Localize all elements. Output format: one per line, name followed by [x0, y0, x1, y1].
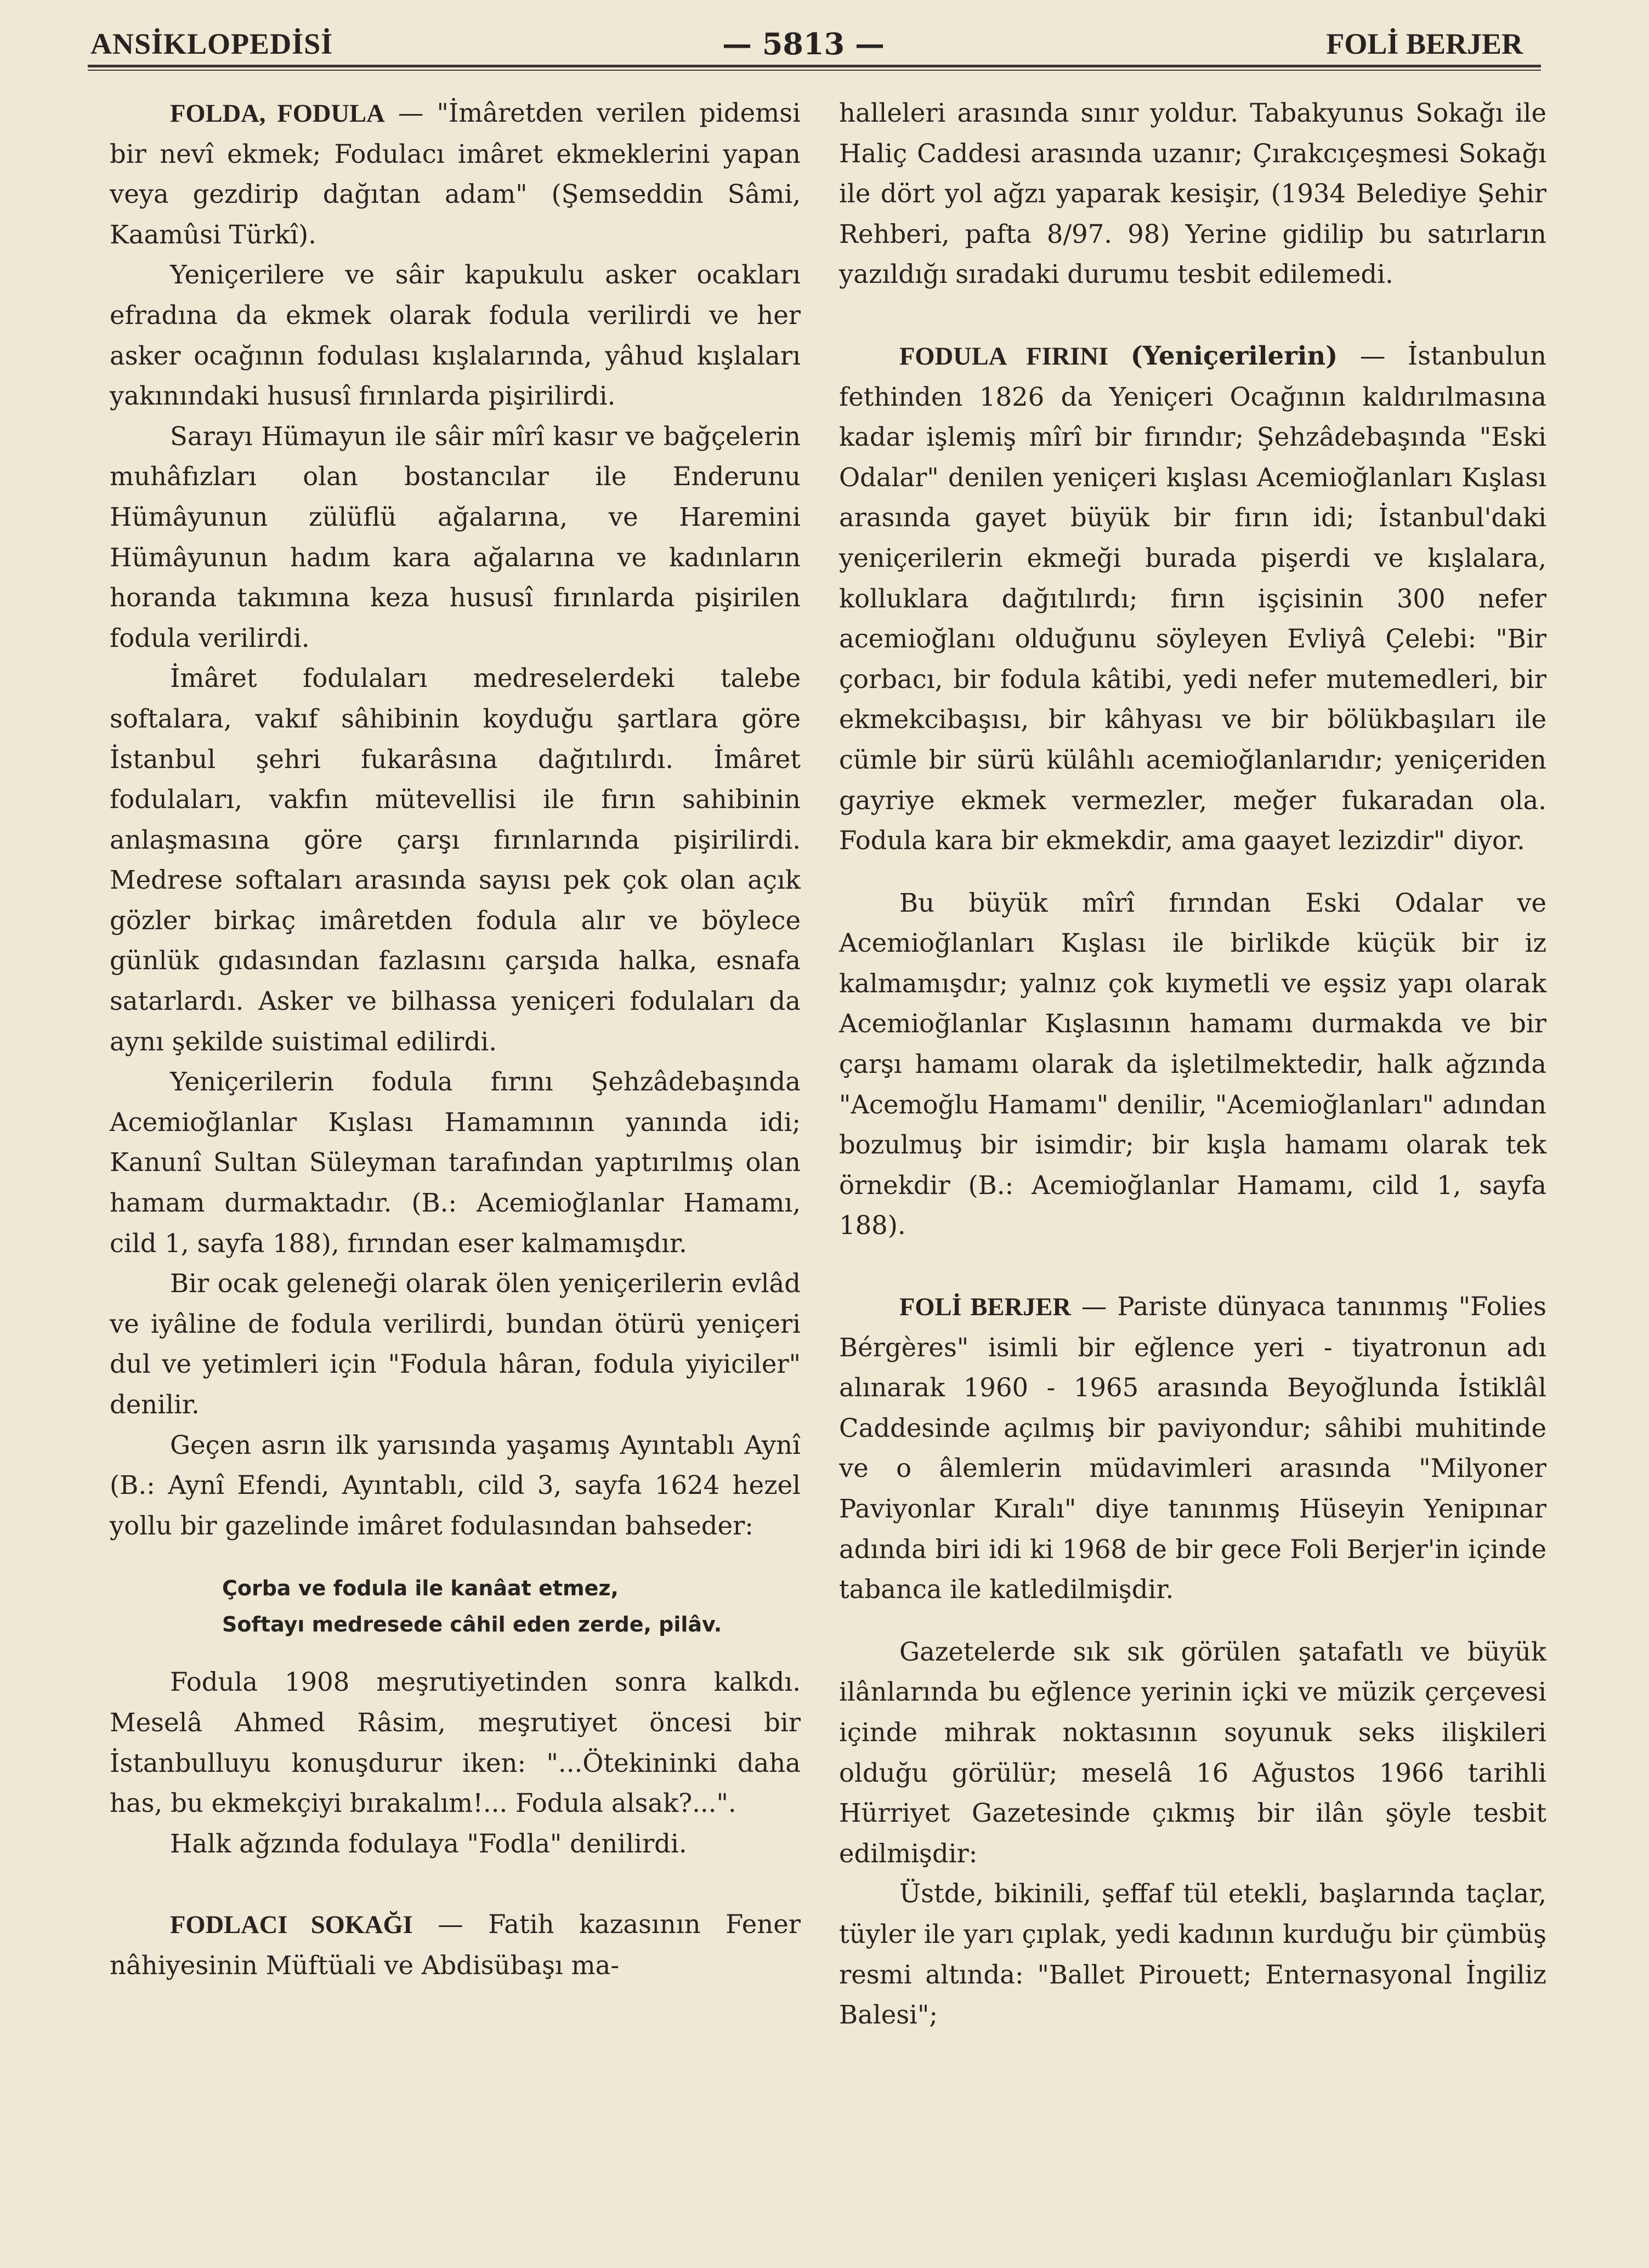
paragraph: Yeniçerilere ve sâir kapukulu asker ocakları efradına da ekmek olarak fodula verilirdi ve her asker ocağının fodulası kışlalarında, yâhud kışlaları yakınındaki hususî fırınlarda pişirilirdi.	[110, 260, 801, 411]
entry-term-fodula-firini: FODULA FIRINI	[899, 342, 1109, 371]
entry-text-fodula-firini: — İstanbulun fethinden 1826 da Yeniçeri Ocağının kaldırılmasına kadar işlemiş mîrî bir fırındır; Şehzâdebaşında "Eski Odalar" denilen yeniçeri kışlası Acemioğlanları Kışlası arasında gayet büyük bir fırın idi; İstanbul'daki yeniçerilerin ekmeği burada pişerdi ve kışlalara, kolluklara dağıtılırdı; fırın işçisinin 300 nefer acemioğlanı olduğunu söyleyen Evliyâ Çelebi: "Bir çorbacı, bir fodula kâtibi, yedi nefer mutemedleri, bir ekmekcibaşısı, bir kâhyası ve bir bölükbaşıları ile cümle bir sürü külâhlı acemioğlanlarıdır; yeniçeriden gayriye ekmek vermezler, meğer fukaradan ola. Fodula kara bir ekmekdir, ama gaayet lezizdir" diyor.	[839, 340, 1546, 856]
entry-fodula-firini	[839, 336, 1546, 861]
verse-quote	[110, 1570, 801, 1642]
header-encyclopedia-title: ANSİKLOPEDİSİ	[90, 27, 333, 60]
entry-term-fodlaci: FODLACI SOKAĞI	[170, 1911, 413, 1940]
paragraph: Üstde, bikinili, şeffaf tül etekli, başlarında taçlar, tüyler ile yarı çıplak, yedi kadının kurduğu bir çümbüş resmi altında: "Ballet Pirouett; Enternasyonal İngiliz Balesi";	[839, 1879, 1546, 2030]
entry-term-folda: FOLDA, FODULA	[170, 100, 385, 128]
paragraph: Bu büyük mîrî fırından Eski Odalar ve Acemioğlanları Kışlası ile birlikde küçük bir iz kalmamışdır; yalnız çok kıymetli ve eşsiz yapı olarak Acemioğlanlar Kışlasının hamamı durmakda ve bir çarşı hamamı olarak da işletilmektedir, halk ağzında "Acemoğlu Hamamı" denilir, "Acemioğlanları" adından bozulmuş bir isimdir; bir kışla hamamı olarak tek örnekdir (B.: Acemioğlanlar Hamamı, cild 1, sayfa 188).	[839, 888, 1546, 1241]
entry-foli-berjer	[839, 1287, 1546, 1610]
right-column	[839, 93, 1546, 2036]
verse-line: Softayı medresede câhil eden zerde, pilâv.	[222, 1612, 722, 1637]
entry-text-folda: — "İmâretden verilen pidemsi bir nevî ekmek; Fodulacı imâret ekmeklerini yapan veya gezdirip dağıtan adam" (Şemseddin Sâmi, Kaamûsi Türkî).	[110, 98, 801, 249]
header-rule-thin	[88, 70, 1541, 71]
entry-text-foli-berjer: — Pariste dünyaca tanınmış "Folies Bérgères" isimli bir eğlence yeri - tiyatronun adı alınarak 1960 - 1965 arasında Beyoğlunda İstiklâl Caddesinde açılmış bir paviyondur; sâhibi muhitinde ve o âlemlerin müdavimleri arasında "Milyoner Paviyonlar Kıralı" diye tanınmış Hüseyin Yenipınar adında biri idi ki 1968 de bir gece Foli Berjer'in içinde tabanca ile katledilmişdir.	[839, 1292, 1546, 1605]
paragraph: Geçen asrın ilk yarısında yaşamış Ayıntablı Aynî (B.: Aynî Efendi, Ayıntablı, cild 3, sayfa 1624 hezel yollu bir gazelinde imâret fodulasından bahseder:	[110, 1430, 801, 1541]
paragraph: İmâret fodulaları medreselerdeki talebe softalara, vakıf sâhibinin koyduğu şartlara göre İstanbul şehri fukarâsına dağıtılırdı. İmâret fodulaları, vakfın mütevellisi ile fırın sahibinin anlaşmasına göre çarşı fırınlarında pişirilirdi. Medrese softaları arasında sayısı pek çok olan açık gözler birkaç imâretden fodula alır ve böylece günlük gıdasından fazlasını çarşıda halka, esnafa satarlardı. Asker ve bilhassa yeniçeri fodulaları da aynı şekilde suistimal edilirdi.	[110, 663, 801, 1056]
paragraph: Fodula 1908 meşrutiyetinden sonra kalkdı. Meselâ Ahmed Râsim, meşrutiyet öncesi bir İstanbulluyu konuşdurur iken: "...Ötekininki daha has, bu ekmekçiyi bırakalım!... Fodula alsak?...".	[110, 1667, 801, 1818]
page-number: — 5813 —	[722, 26, 885, 61]
paragraph: Gazetelerde sık sık görülen şatafatlı ve büyük ilânlarında bu eğlence yerinin içki ve müzik çerçevesi içinde mihrak noktasının soyunuk seks ilişkileri olduğu görülür; meselâ 16 Ağustos 1966 tarihli Hürriyet Gazetesinde çıkmış bir ilân şöyle tesbit edilmişdir:	[839, 1636, 1546, 1868]
entry-folda	[110, 93, 801, 255]
paragraph: Halk ağzında fodulaya "Fodla" denilirdi.	[170, 1828, 687, 1858]
paragraph: Yeniçerilerin fodula fırını Şehzâdebaşında Acemioğlanlar Kışlası Hamamının yanında idi; Kanunî Sultan Süleyman tarafından yaptırılmış olan hamam durmaktadır. (B.: Acemioğlanlar Hamamı, cild 1, sayfa 188), fırından eser kalmamışdır.	[110, 1067, 801, 1258]
left-column	[110, 93, 801, 1986]
header-entry-range: FOLİ BERJER	[1326, 27, 1523, 60]
paragraph: Sarayı Hümayun ile sâir mîrî kasır ve bağçelerin muhâfızları olan bostancılar ile Enderunu Hümâyunun zülüflü ağalarına, ve Haremini Hümâyunun hadım kara ağalarına ve kadınların horanda takımına keza hususî fırınlarda pişirilen fodula verilirdi.	[110, 421, 801, 653]
paragraph: Bir ocak geleneği olarak ölen yeniçerilerin evlâd ve iyâline de fodula verilirdi, bundan ötürü yeniçeri dul ve yetimleri için "Fodula hâran, fodula yiyiciler" denilir.	[110, 1269, 801, 1419]
entry-term-foli-berjer: FOLİ BERJER	[899, 1293, 1071, 1322]
paragraph-continued: halleleri arasında sınır yoldur. Tabakyunus Sokağı ile Haliç Caddesi arasında uzanır; Çırakcıçeşmesi Sokağı ile dört yol ağzı yaparak kesişir, (1934 Belediye Şehir Rehberi, pafta 8/97. 98) Yerine gidilip bu satırların yazıldığı sıradaki durumu tesbit edilemedi.	[839, 98, 1546, 289]
entry-fodlaci	[110, 1905, 801, 1986]
verse-line: Çorba ve fodula ile kanâat etmez,	[222, 1576, 619, 1601]
entry-subterm: (Yeniçerilerin)	[1130, 340, 1338, 371]
header-rule-thick	[88, 65, 1541, 67]
entry-text-fodlaci: — Fatih kazasının Fener nâhiyesinin Müftüali ve Abdisübaşı ma-	[110, 1909, 801, 1980]
